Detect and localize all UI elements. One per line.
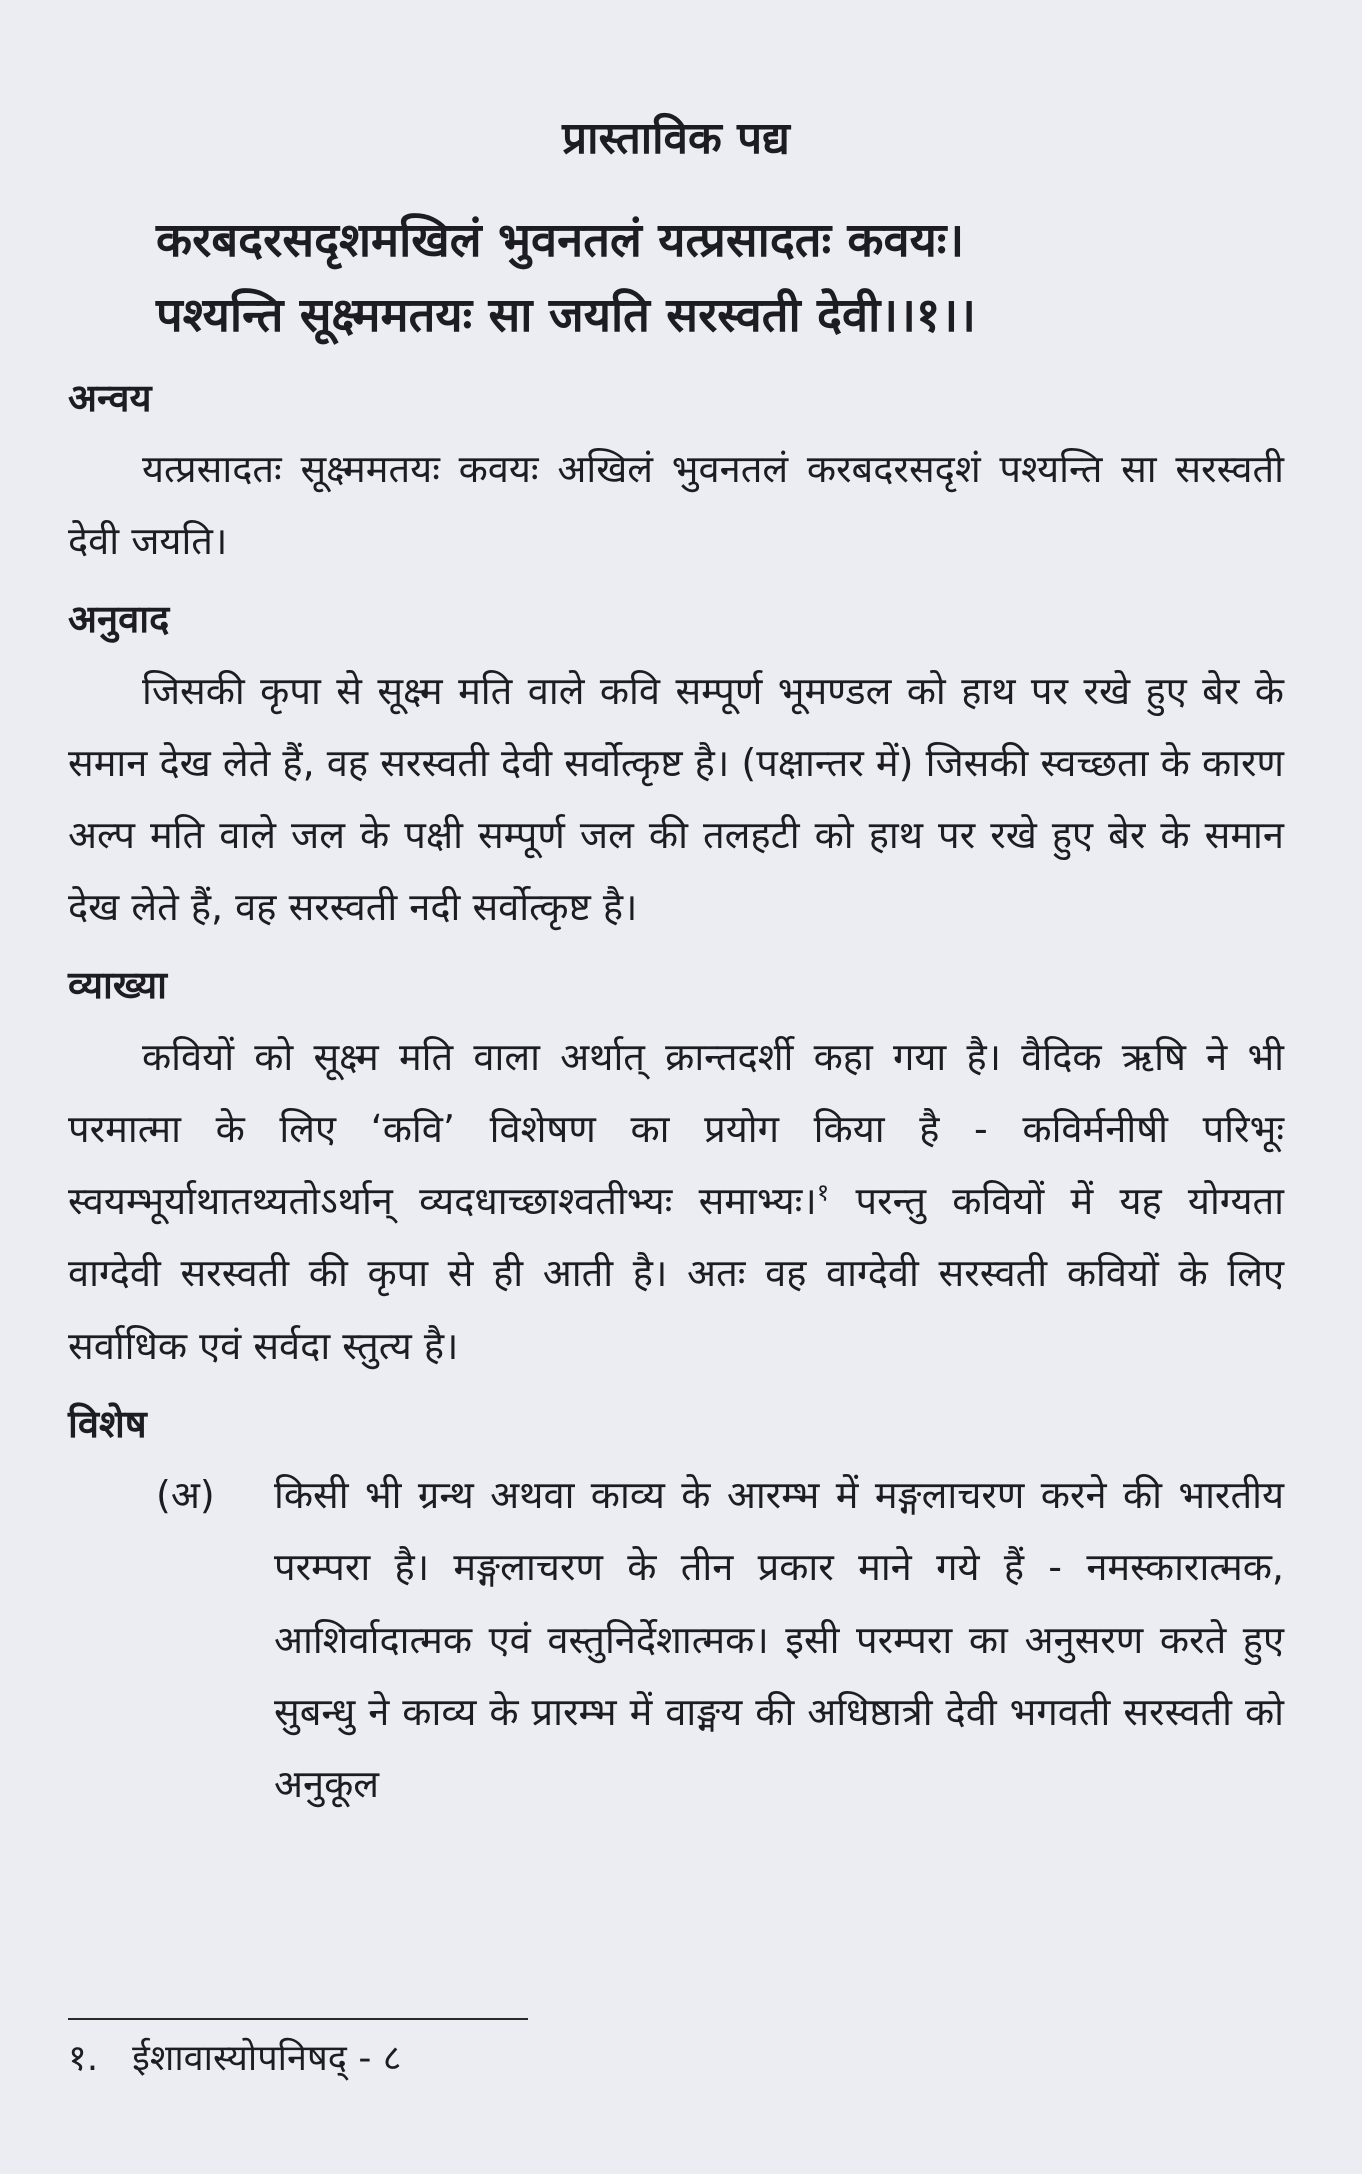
- verse-line-2: पश्यन्ति सूक्ष्ममतयः सा जयति सरस्वती देवी।।१।।: [156, 288, 976, 344]
- vyakhya-text: [68, 1021, 1284, 1382]
- list-item-marker: (अ): [156, 1473, 215, 1518]
- footnote-number: १.: [68, 2038, 99, 2079]
- vyakhya-section: [68, 961, 1284, 1381]
- footnote: [68, 2036, 401, 2083]
- vishesh-heading: विशेष: [68, 1401, 147, 1446]
- footnote-reference: १: [816, 1178, 830, 1207]
- anuvad-text: जिसकी कृपा से सूक्ष्म मति वाले कवि सम्पूर्ण भूमण्डल को हाथ पर रखे हुए बेर के समान देख लेते हैं, वह सरस्वती देवी सर्वोत्कृष्ट है। (पक्षान्तर में) जिसकी स्वच्छता के कारण अल्प मति वाले जल के पक्षी सम्पूर्ण जल की तलहटी को हाथ पर रखे हुए बेर के समान देख लेते हैं, वह सरस्वती नदी सर्वोत्कृष्ट है।: [68, 668, 1284, 930]
- footnote-text: ईशावास्योपनिषद् - ८: [132, 2038, 402, 2079]
- anuvad-section: [68, 595, 1284, 943]
- anuvad-heading: अनुवाद: [68, 597, 170, 642]
- vyakhya-text-before: कवियों को सूक्ष्म मति वाला अर्थात् क्रान्तदर्शी कहा गया है। वैदिक ऋषि ने भी परमात्मा के लिए ‘कवि’ विशेषण का प्रयोग किया है - कविर्मनीषी परिभूः स्वयम्भूर्याथातथ्यतोऽर्थान् व्यदधाच्छाश्वतीभ्यः समाभ्यः।: [68, 1034, 1284, 1224]
- vishesh-section: [68, 1400, 1284, 1820]
- anvay-text: यत्प्रसादतः सूक्ष्ममतयः कवयः अखिलं भुवनतलं करबदरसदृशं पश्यन्ति सा सरस्वती देवी जयति।: [68, 446, 1284, 564]
- footnote-divider: [68, 2018, 528, 2020]
- vyakhya-text-after: परन्तु कवियों में यह योग्यता वाग्देवी सरस्वती की कृपा से ही आती है। अतः वह वाग्देवी सरस्वती कवियों के लिए सर्वाधिक एवं सर्वदा स्तुत्य है।: [68, 1179, 1285, 1368]
- list-item-text: किसी भी ग्रन्थ अथवा काव्य के आरम्भ में मङ्गलाचरण करने की भारतीय परम्परा है। मङ्गलाचरण के तीन प्रकार माने गये हैं - नमस्कारात्मक, आशिर्वादात्मक एवं वस्तुनिर्देशात्मक। इसी परम्परा का अनुसरण करते हुए सुबन्धु ने काव्य के प्रारम्भ में वाङ्मय की अधिष्ठात्री देवी भगवती सरस्वती को अनुकूल: [274, 1473, 1284, 1806]
- vyakhya-heading: व्याख्या: [68, 963, 167, 1008]
- list-item: [68, 1459, 1284, 1820]
- page-title: प्रास्ताविक पद्य: [562, 113, 790, 164]
- verse-line-1: करबदरसदृशमखिलं भुवनतलं यत्प्रसादतः कवयः।: [156, 213, 965, 269]
- anvay-heading: अन्वय: [68, 375, 152, 420]
- anvay-section: [68, 374, 1284, 578]
- verse: [68, 203, 1284, 353]
